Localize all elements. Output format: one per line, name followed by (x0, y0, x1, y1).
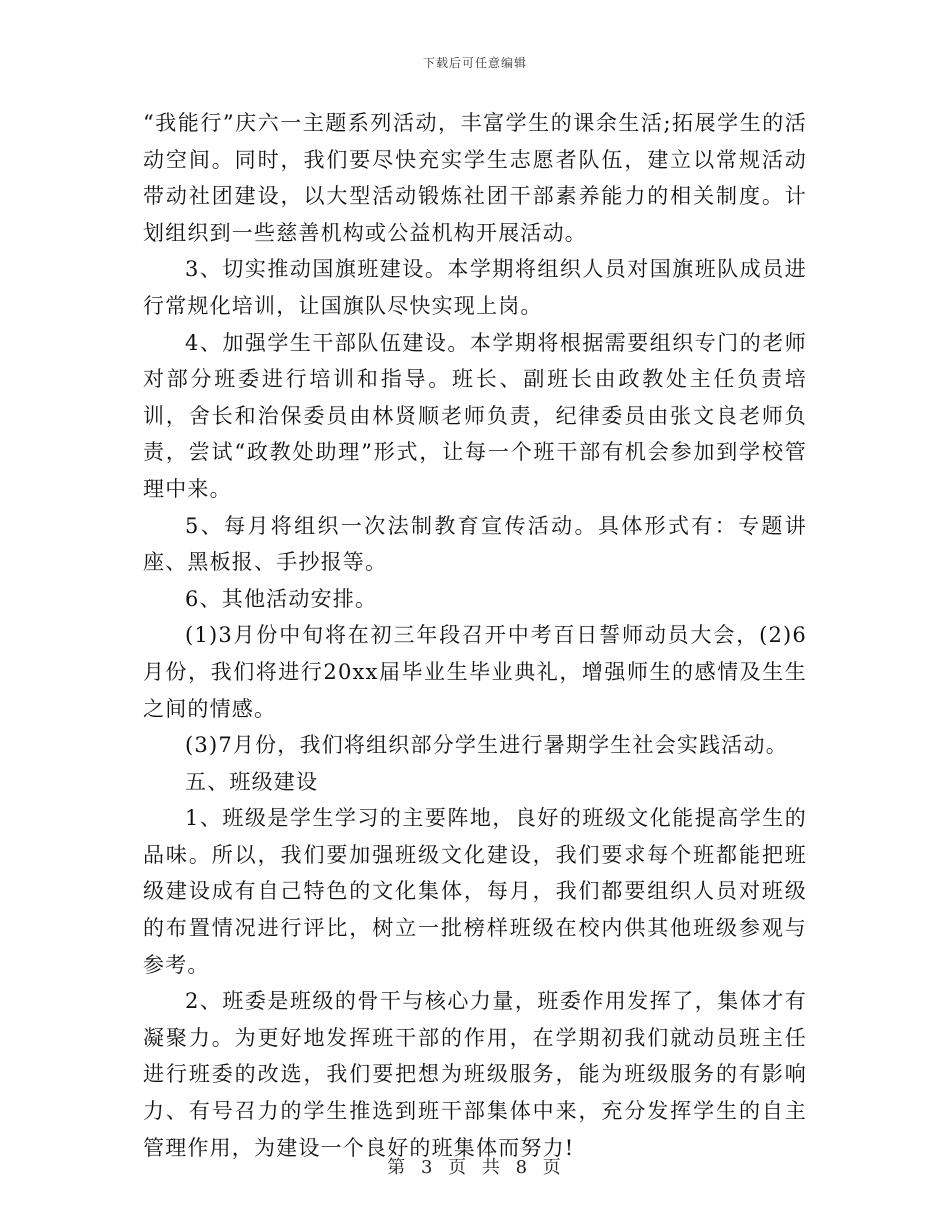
paragraph-march-june-events: (1)3月份中旬将在初三年段召开中考百日誓师动员大会，(2)6月份，我们将进行20xx届毕业生毕业典礼，增强师生的感情及生生之间的情感。 (143, 623, 807, 721)
paragraph-other-activities: 6、其他活动安排。 (185, 586, 378, 611)
document-body (143, 105, 807, 1166)
section-heading-class-building: 五、班级建设 (185, 769, 319, 794)
paragraph-flag-team: 3、切实推动国旗班建设。本学期将组织人员对国旗班队成员进行常规化培训，让国旗队尽快实现上岗。 (143, 257, 807, 318)
page-number: 第 3 页 共 8 页 (387, 1157, 563, 1178)
page-header: 下载后可任意编辑 (422, 56, 527, 70)
paragraph-student-cadres: 4、加强学生干部队伍建设。本学期将根据需要组织专门的老师对部分班委进行培训和指导。班长、副班长由政教处主任负责培训，舍长和治保委员由林贤顺老师负责，纪律委员由张文良老师负责，尝试“政教处助理”形式，让每一个班干部有机会参加到学校管理中来。 (143, 330, 807, 501)
paragraph-class-committee: 2、班委是班级的骨干与核心力量，班委作用发挥了，集体才有凝聚力。为更好地发挥班干部的作用，在学期初我们就动员班主任进行班委的改选，我们要把想为班级服务，能为班级服务的有影响力、有号召力的学生推选到班干部集体中来，充分发挥学生的自主管理作用，为建设一个良好的班集体而努力! (143, 989, 807, 1160)
paragraph-july-events: (3)7月份，我们将组织部分学生进行暑期学生社会实践活动。 (185, 733, 788, 758)
paragraph-legal-education: 5、每月将组织一次法制教育宣传活动。具体形式有：专题讲座、黑板报、手抄报等。 (143, 513, 807, 575)
paragraph-class-culture: 1、班级是学生学习的主要阵地，良好的班级文化能提高学生的品味。所以，我们要加强班级文化建设，我们要求每个班都能把班级建设成有自己特色的文化集体，每月，我们都要组织人员对班级的布置情况进行评比，树立一批榜样班级在校内供其他班级参观与参考。 (143, 806, 807, 977)
paragraph-continued-activities: “我能行”庆六一主题系列活动，丰富学生的课余生活;拓展学生的活动空间。同时，我们要尽快充实学生志愿者队伍，建立以常规活动带动社团建设，以大型活动锻炼社团干部素养能力的相关制度。计划组织到一些慈善机构或公益机构开展活动。 (143, 111, 807, 245)
